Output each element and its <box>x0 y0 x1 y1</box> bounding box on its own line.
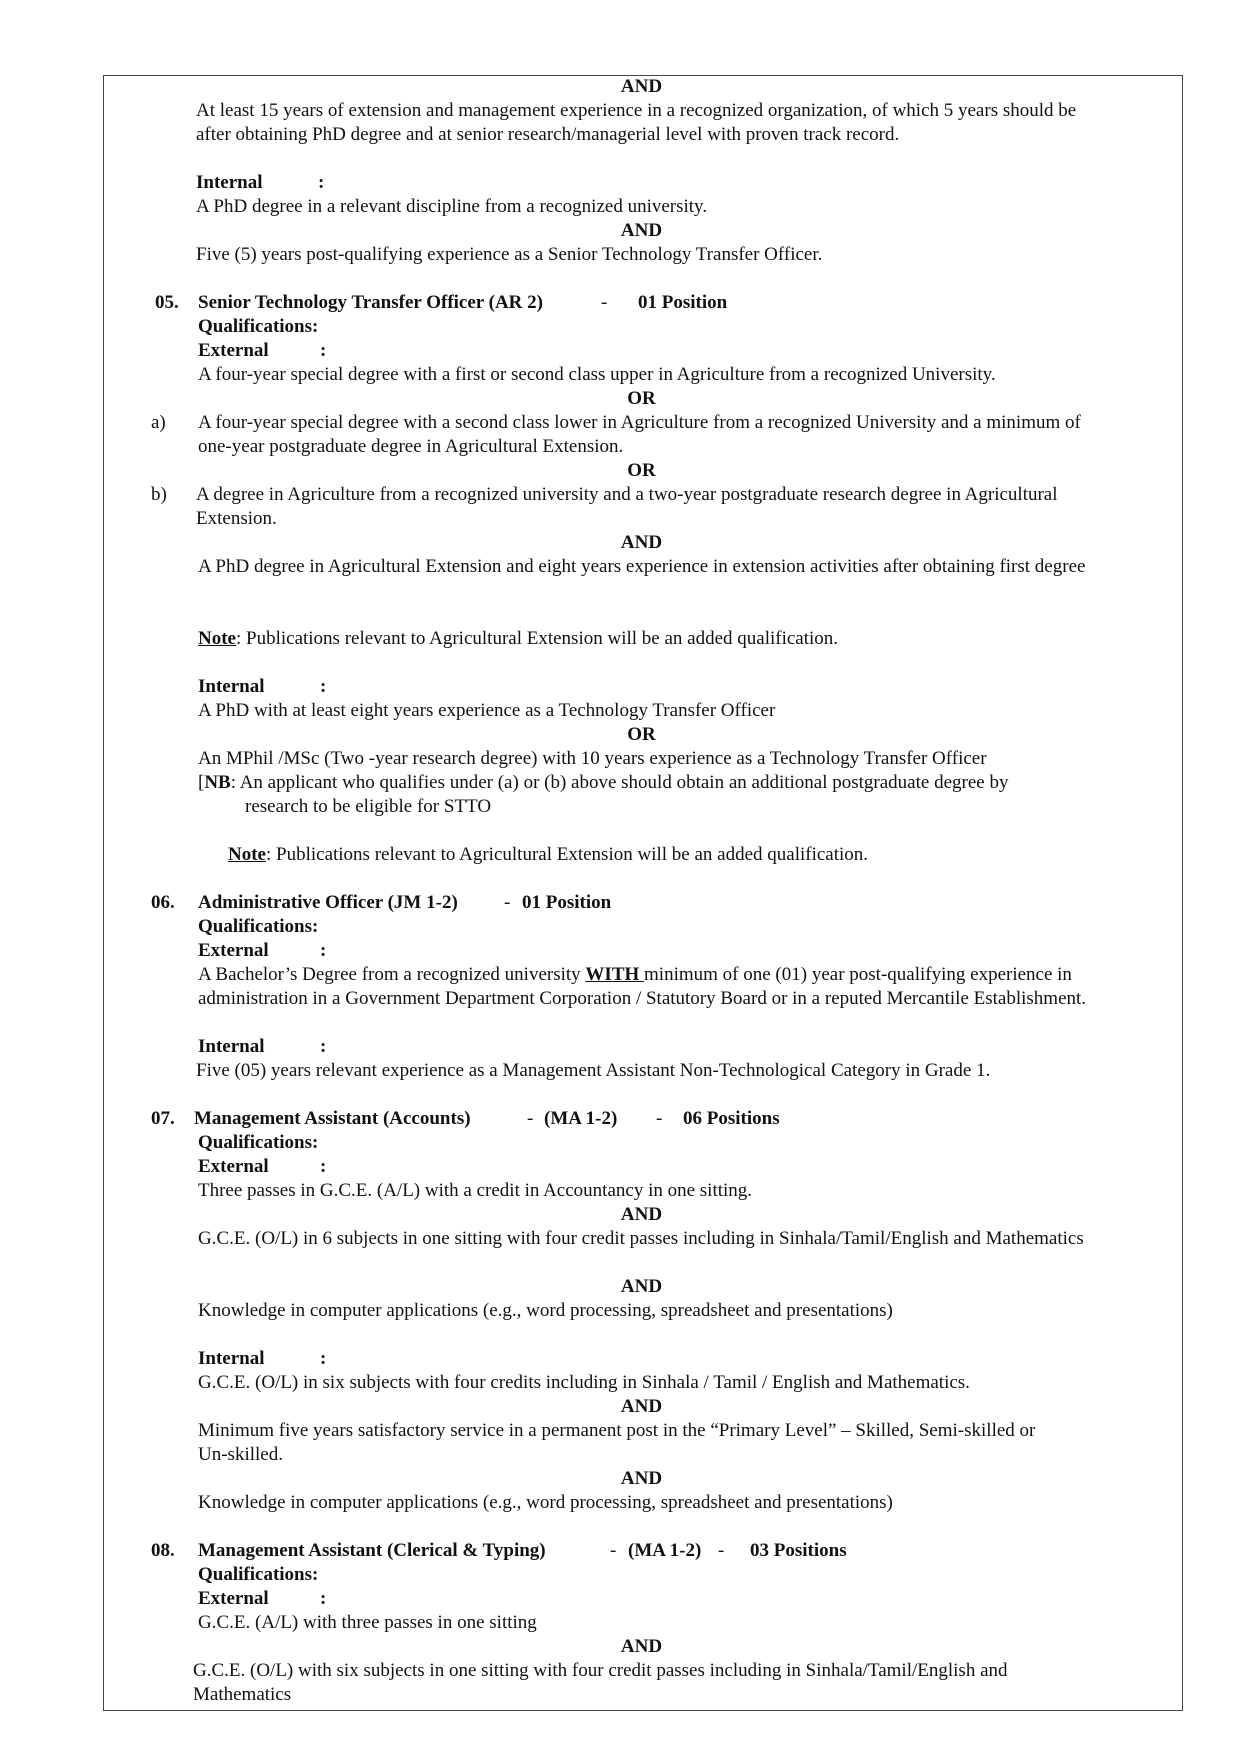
internal-requirement: Knowledge in computer applications (e.g., word processing, spreadsheet and presentations) <box>198 1492 893 1513</box>
section-number: 05. <box>155 292 179 313</box>
nb-text-continued: research to be eligible for STTO <box>245 796 492 817</box>
dash: - <box>601 292 608 313</box>
external-label: External <box>198 1588 269 1609</box>
position-count: 01 Position <box>638 292 728 313</box>
or-connector: OR <box>627 460 656 481</box>
experience-line: after obtaining PhD degree and at senior research/managerial level with proven track record. <box>196 124 900 145</box>
nb-label: NB <box>204 772 231 793</box>
and-connector: AND <box>620 1468 663 1489</box>
internal-label: Internal <box>198 1036 265 1057</box>
note <box>228 843 868 867</box>
dash: - <box>527 1108 534 1129</box>
internal-requirement: Un-skilled. <box>198 1444 283 1465</box>
phd-requirement: A PhD degree in Agricultural Extension and eight years experience in extension activities after obtaining first degree <box>198 556 1086 577</box>
section-number: 06. <box>151 892 175 913</box>
option-a-line: A four-year special degree with a second class lower in Agriculture from a recognized University and a minimum of <box>198 412 1081 433</box>
colon: : <box>318 172 325 193</box>
section-title: Administrative Officer (JM 1-2) <box>198 892 458 913</box>
dash: - <box>656 1108 663 1129</box>
nb-bracket: [ <box>198 772 205 793</box>
internal-requirement: An MPhil /MSc (Two -year research degree) with 10 years experience as a Technology Transfer Officer <box>198 748 987 769</box>
dash: - <box>610 1540 617 1561</box>
nb-text: : An applicant who qualifies under (a) or (b) above should obtain an additional postgraduate degree by <box>230 772 1009 793</box>
internal-requirement: A PhD with at least eight years experience as a Technology Transfer Officer <box>198 700 776 721</box>
list-marker: a) <box>151 412 166 433</box>
and-connector: AND <box>620 1396 663 1417</box>
and-connector: AND <box>620 532 663 553</box>
and-connector: AND <box>620 76 663 97</box>
section-title: Senior Technology Transfer Officer (AR 2) <box>198 292 543 313</box>
external-requirement: Knowledge in computer applications (e.g., word processing, spreadsheet and presentations) <box>198 1300 893 1321</box>
internal-requirement: Minimum five years satisfactory service in a permanent post in the “Primary Level” – Skilled, Semi-skilled or <box>198 1420 1036 1441</box>
colon: : <box>320 340 327 361</box>
or-connector: OR <box>627 388 656 409</box>
colon: : <box>320 1348 327 1369</box>
note-text: : Publications relevant to Agricultural Extension will be an added qualification. <box>235 628 839 649</box>
emphasis-with: WITH <box>585 964 645 985</box>
internal-requirement: G.C.E. (O/L) in six subjects with four credits including in Sinhala / Tamil / English and Mathematics. <box>198 1372 970 1393</box>
internal-requirement: A PhD degree in a relevant discipline from a recognized university. <box>196 196 708 217</box>
section-number: 08. <box>151 1540 175 1561</box>
section-title: Management Assistant (Clerical & Typing) <box>198 1540 546 1561</box>
qualifications-heading: Qualifications: <box>198 1132 319 1153</box>
colon: : <box>320 1036 327 1057</box>
external-requirement <box>198 963 1072 987</box>
requirement-text: A Bachelor’s Degree from a recognized university <box>198 964 586 985</box>
colon: : <box>320 676 327 697</box>
external-label: External <box>198 940 269 961</box>
option-b-line: A degree in Agriculture from a recognized university and a two-year postgraduate research degree in Agricultural <box>196 484 1058 505</box>
external-label: External <box>198 340 269 361</box>
position-count: 03 Positions <box>750 1540 847 1561</box>
qualifications-heading: Qualifications: <box>198 316 319 337</box>
and-connector: AND <box>620 1276 663 1297</box>
option-b-line: Extension. <box>196 508 277 529</box>
option-a-line: one-year postgraduate degree in Agricultural Extension. <box>198 436 624 457</box>
colon: : <box>320 1156 327 1177</box>
qualifications-heading: Qualifications: <box>198 1564 319 1585</box>
internal-requirement: Five (05) years relevant experience as a Management Assistant Non-Technological Category in Grade 1. <box>196 1060 991 1081</box>
note-text: : Publications relevant to Agricultural Extension will be an added qualification. <box>265 844 869 865</box>
internal-label: Internal <box>198 676 265 697</box>
external-requirement: Three passes in G.C.E. (A/L) with a credit in Accountancy in one sitting. <box>198 1180 753 1201</box>
grade-code: (MA 1-2) <box>628 1540 702 1561</box>
and-connector: AND <box>620 1204 663 1225</box>
external-requirement: Mathematics <box>193 1684 292 1705</box>
and-connector: AND <box>620 220 663 241</box>
external-requirement: G.C.E. (A/L) with three passes in one sitting <box>198 1612 537 1633</box>
or-connector: OR <box>627 724 656 745</box>
external-requirement: G.C.E. (O/L) in 6 subjects in one sitting with four credit passes including in Sinhala/Tamil/English and Mathematics <box>198 1228 1084 1249</box>
external-requirement: administration in a Government Department Corporation / Statutory Board or in a reputed Mercantile Establishment. <box>198 988 1087 1009</box>
internal-requirement: Five (5) years post-qualifying experience as a Senior Technology Transfer Officer. <box>196 244 823 265</box>
position-count: 01 Position <box>522 892 612 913</box>
and-connector: AND <box>620 1636 663 1657</box>
grade-code: (MA 1-2) <box>544 1108 618 1129</box>
section-number: 07. <box>151 1108 175 1129</box>
colon: : <box>320 940 327 961</box>
dash: - <box>718 1540 725 1561</box>
colon: : <box>320 1588 327 1609</box>
external-label: External <box>198 1156 269 1177</box>
external-requirement: A four-year special degree with a first or second class upper in Agriculture from a recognized University. <box>198 364 996 385</box>
note-label: Note <box>198 628 236 649</box>
note-label: Note <box>228 844 266 865</box>
requirement-text: minimum of one (01) year post-qualifying experience in <box>644 964 1072 985</box>
note <box>198 627 838 651</box>
nb-note <box>198 771 1008 795</box>
dash: - <box>504 892 511 913</box>
internal-label: Internal <box>198 1348 265 1369</box>
list-marker: b) <box>151 484 167 505</box>
external-requirement: G.C.E. (O/L) with six subjects in one sitting with four credit passes including in Sinhala/Tamil/English and <box>193 1660 1008 1681</box>
section-title: Management Assistant (Accounts) <box>194 1108 471 1129</box>
position-count: 06 Positions <box>683 1108 780 1129</box>
experience-line: At least 15 years of extension and management experience in a recognized organization, of which 5 years should be <box>196 100 1077 121</box>
qualifications-heading: Qualifications: <box>198 916 319 937</box>
internal-label: Internal <box>196 172 263 193</box>
